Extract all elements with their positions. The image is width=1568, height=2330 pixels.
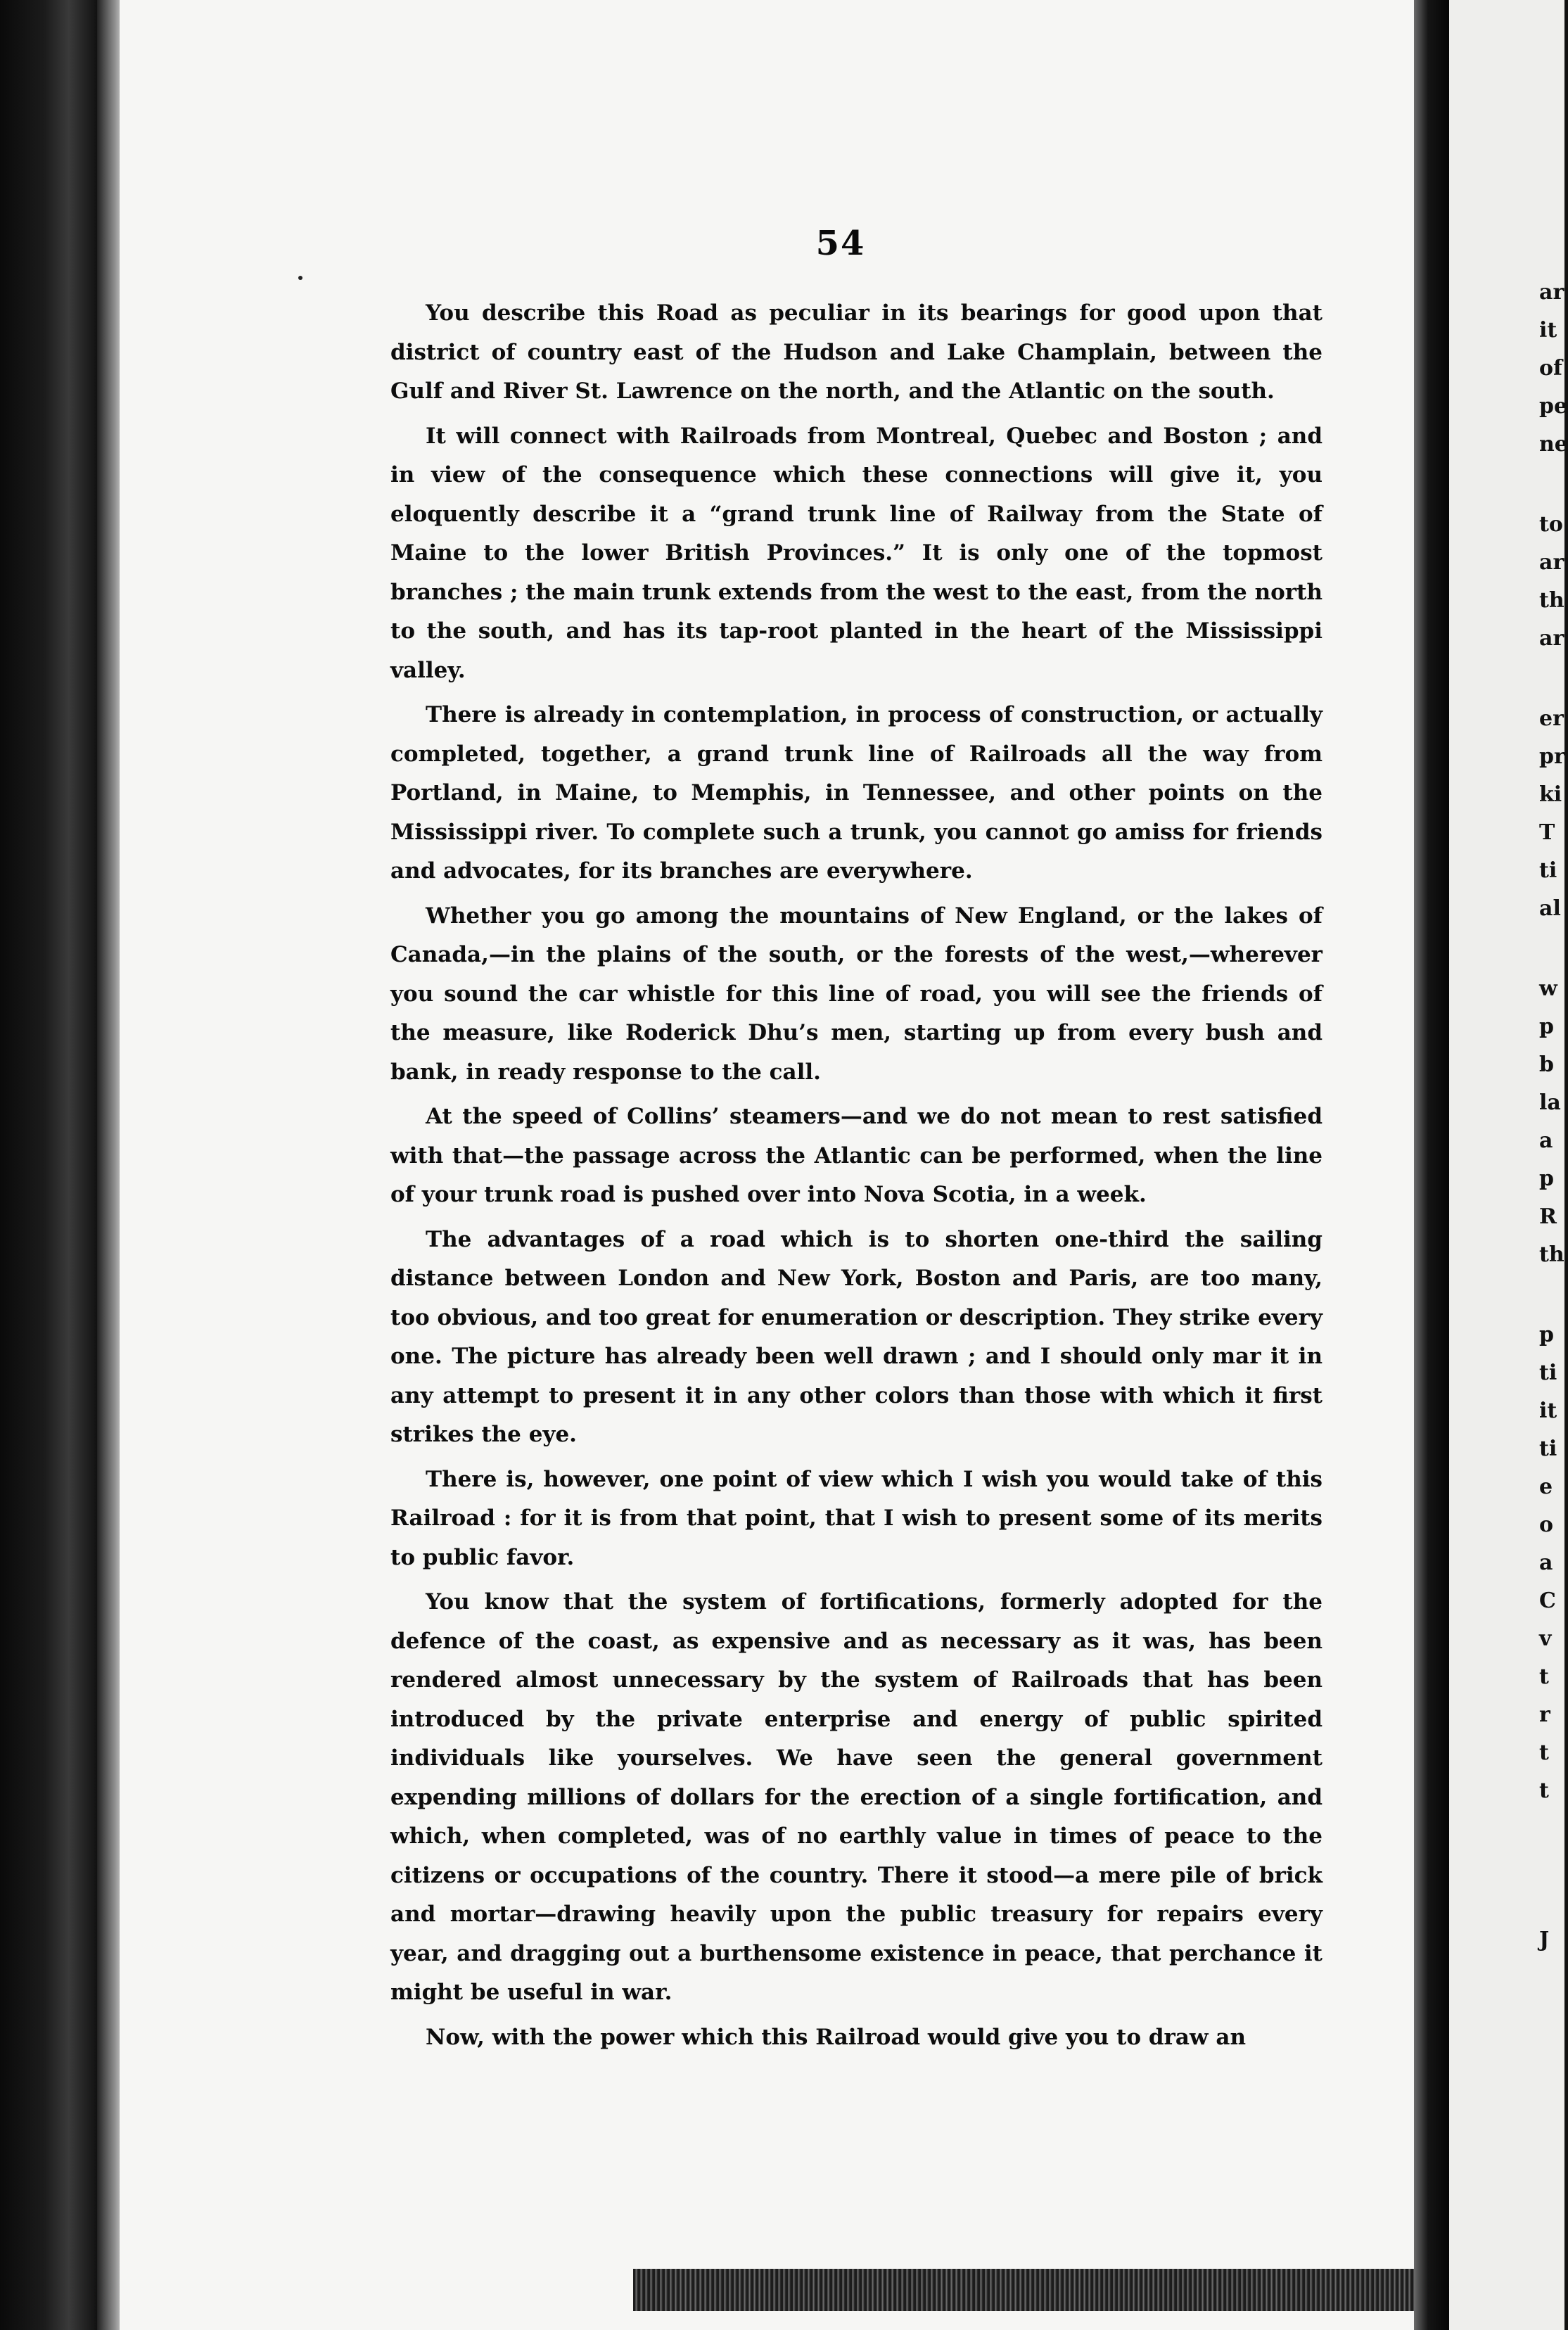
adjacent-text-fragment: it [1539,1399,1557,1423]
adjacent-text-fragment: a [1539,1551,1553,1575]
paragraph: Now, with the power which this Railroad would give you to draw an [426,2024,1247,2050]
adjacent-text-fragment: ar [1539,550,1564,575]
adjacent-text-fragment: pr [1539,744,1565,769]
adjacent-text-fragment: v [1539,1626,1552,1651]
adjacent-text-fragment: b [1539,1052,1554,1077]
paragraph: There is, however, one point of view which I wish you would take of this Railroad : for it is from that point, that I wish to present some of its merits to public favor. [390,1466,1322,1570]
adjacent-text-fragment: al [1539,896,1561,921]
adjacent-text-fragment: T [1539,820,1555,845]
paragraph: You describe this Road as peculiar in its bearings for good upon that district of country east of the Hudson and Lake Champlain, between the Gulf and River St. Lawrence on the north, and the Atlantic on the south. [390,300,1322,404]
adjacent-text-fragment: w [1539,976,1557,1001]
paragraph: At the speed of Collins’ steamers—and we do not mean to rest satisfied with that—the passage across the Atlantic can be performed, when the line of your trunk road is pushed over into Nova Scotia, in a week. [390,1104,1322,1207]
paragraph: It will connect with Railroads from Montreal, Quebec and Boston ; and in view of the consequence which these connections will give it, you eloquently describe it a “grand trunk line of Railway from the State of Maine to the lower British Provinces.” It is only one of the topmost branches ; the main trunk extends from the west to the east, from the north to the south, and has its tap-root planted in the heart of the Mississippi valley. [390,423,1322,683]
adjacent-text-fragment: a [1539,1128,1553,1153]
adjacent-text-fragment: C [1539,1589,1556,1613]
adjacent-text-fragment: ar [1539,626,1564,651]
adjacent-page-edge [1449,0,1568,2330]
adjacent-text-fragment: J [1539,1928,1550,1952]
adjacent-text-fragment: ti [1539,1361,1557,1385]
scan-speck [298,276,302,280]
adjacent-text-fragment: r [1539,1702,1550,1727]
page-stack-edge [633,2269,1414,2311]
adjacent-text-fragment: ti [1539,858,1557,883]
adjacent-text-fragment: R [1539,1204,1557,1229]
page-body-text [390,294,1322,2063]
paragraph: You know that the system of fortifications, formerly adopted for the defence of the coast, as expensive and as necessary as it was, has been rendered almost unnecessary by the system of Railroads that has been introduced by the private enterprise and energy of public spirited individuals like yourselves. We have seen the general government expending millions of dollars for the erection of a single fortification, and which, when completed, was of no earthly value in times of peace to the citizens or occupations of the country. There it stood—a mere pile of brick and mortar—drawing heavily upon the public treasury for repairs every year, and dragging out a burthensome existence in peace, that perchance it might be useful in war. [390,1589,1322,2005]
adjacent-text-fragment: to [1539,512,1563,537]
adjacent-text-fragment: pe [1539,394,1568,419]
adjacent-text-fragment: la [1539,1090,1561,1115]
adjacent-text-fragment: p [1539,1323,1554,1347]
adjacent-text-fragment: ne [1539,432,1568,457]
adjacent-text-fragment: p [1539,1014,1554,1039]
adjacent-text-fragment: ki [1539,782,1562,807]
adjacent-text-fragment: t [1539,1778,1549,1803]
adjacent-text-fragment: th [1539,588,1564,613]
adjacent-text-fragment: e [1539,1475,1553,1499]
left-binding-edge [0,0,98,2330]
adjacent-text-fragment: ar [1539,280,1564,305]
adjacent-text-fragment: o [1539,1513,1554,1537]
adjacent-text-fragment: th [1539,1242,1564,1267]
adjacent-text-fragment: t [1539,1740,1549,1765]
adjacent-text-fragment: ti [1539,1437,1557,1461]
adjacent-text-fragment: it [1539,318,1557,343]
adjacent-text-fragment: p [1539,1166,1554,1191]
paragraph: The advantages of a road which is to shorten one-third the sailing distance between London and New York, Boston and Paris, are too many, too obvious, and too great for enumeration or description. They strike every one. The picture has already been well drawn ; and I should only mar it in any attempt to present it in any other colors than those with which it first strikes the eye. [390,1226,1322,1447]
adjacent-text-fragment: t [1539,1664,1549,1689]
paragraph: There is already in contemplation, in process of construction, or actually completed, together, a grand trunk line of Railroads all the way from Portland, in Maine, to Memphis, in Tennessee, and other points on the Mississippi river. To complete such a trunk, you cannot go amiss for friends and advocates, for its branches are everywhere. [390,702,1322,884]
page-number: 54 [815,224,866,263]
adjacent-text-fragment: er [1539,706,1564,731]
book-gutter [1414,0,1449,2330]
paragraph: Whether you go among the mountains of New England, or the lakes of Canada,—in the plains of the south, or the forests of the west,—wherever you sound the car whistle for this line of road, you will see the friends of the measure, like Roderick Dhu’s men, starting up from every bush and bank, in ready response to the call. [390,903,1322,1085]
adjacent-text-fragment: of [1539,356,1562,381]
